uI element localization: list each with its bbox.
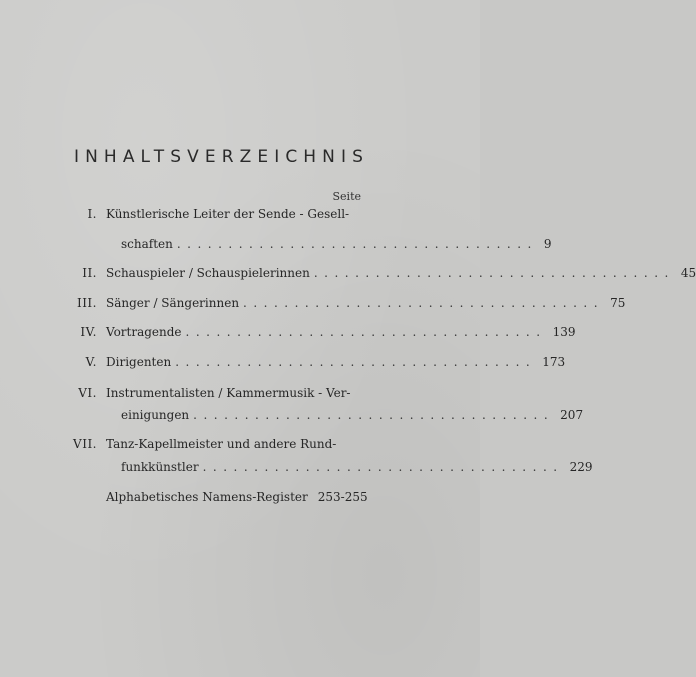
leader-dots: ...................................	[243, 296, 605, 310]
entry-number: V.	[85, 355, 97, 369]
leader-dots: ...................................	[193, 408, 555, 422]
entry-page-number: 75	[610, 296, 626, 310]
entry-title: Schauspieler / Schauspielerinnen	[106, 266, 310, 280]
entry-page-number: 207	[560, 408, 584, 422]
entry-title-line	[106, 385, 365, 401]
leader-dots: ...................................	[202, 460, 564, 474]
entry-number: II.	[82, 266, 97, 280]
entry-title: Alphabetisches Namens-Register	[106, 490, 308, 504]
entry-page-number: 173	[542, 355, 566, 369]
entry-page-number: 139	[552, 325, 576, 339]
entry-continuation-line	[121, 459, 593, 475]
entry-number: VII.	[73, 437, 97, 451]
entry-title: Künstlerische Leiter der Sende - Gesell-	[106, 207, 350, 221]
entry-title-continuation: schaften	[121, 237, 173, 251]
entry-title-line	[106, 324, 576, 340]
entry-number: IV.	[80, 325, 97, 339]
entry-title-line	[106, 295, 626, 311]
entry-title-continuation: funkkünstler	[121, 460, 199, 474]
leader-dots: ...................................	[313, 266, 675, 280]
entry-number: III.	[76, 296, 97, 310]
entry-title-line	[106, 354, 566, 370]
entry-number: VI.	[78, 386, 97, 400]
entry-number: I.	[87, 207, 97, 221]
entry-title-continuation: einigungen	[121, 408, 190, 422]
entry-page-number: 229	[569, 460, 593, 474]
entry-title: Dirigenten	[106, 355, 172, 369]
toc-title: INHALTSVERZEICHNIS	[74, 147, 370, 167]
entry-page-number: 253-255	[317, 490, 368, 504]
entry-title-line	[106, 206, 365, 222]
entry-title-line	[106, 489, 368, 505]
leader-dots: ...................................	[175, 355, 537, 369]
page-column-header: Seite	[332, 190, 361, 203]
entry-title-line	[106, 265, 696, 281]
leader-dots: ...................................	[185, 325, 547, 339]
entry-continuation-line	[121, 236, 552, 252]
entry-page-number: 45	[680, 266, 696, 280]
entry-title-line	[106, 436, 365, 452]
entry-title: Tanz-Kapellmeister und andere Rund-	[106, 437, 337, 451]
entry-title: Sänger / Sängerinnen	[106, 296, 240, 310]
entry-title: Vortragende	[106, 325, 182, 339]
entry-continuation-line	[121, 407, 584, 423]
leader-dots: ...................................	[176, 237, 538, 251]
entry-page-number: 9	[543, 237, 552, 251]
entry-title: Instrumentalisten / Kammermusik - Ver-	[106, 386, 351, 400]
